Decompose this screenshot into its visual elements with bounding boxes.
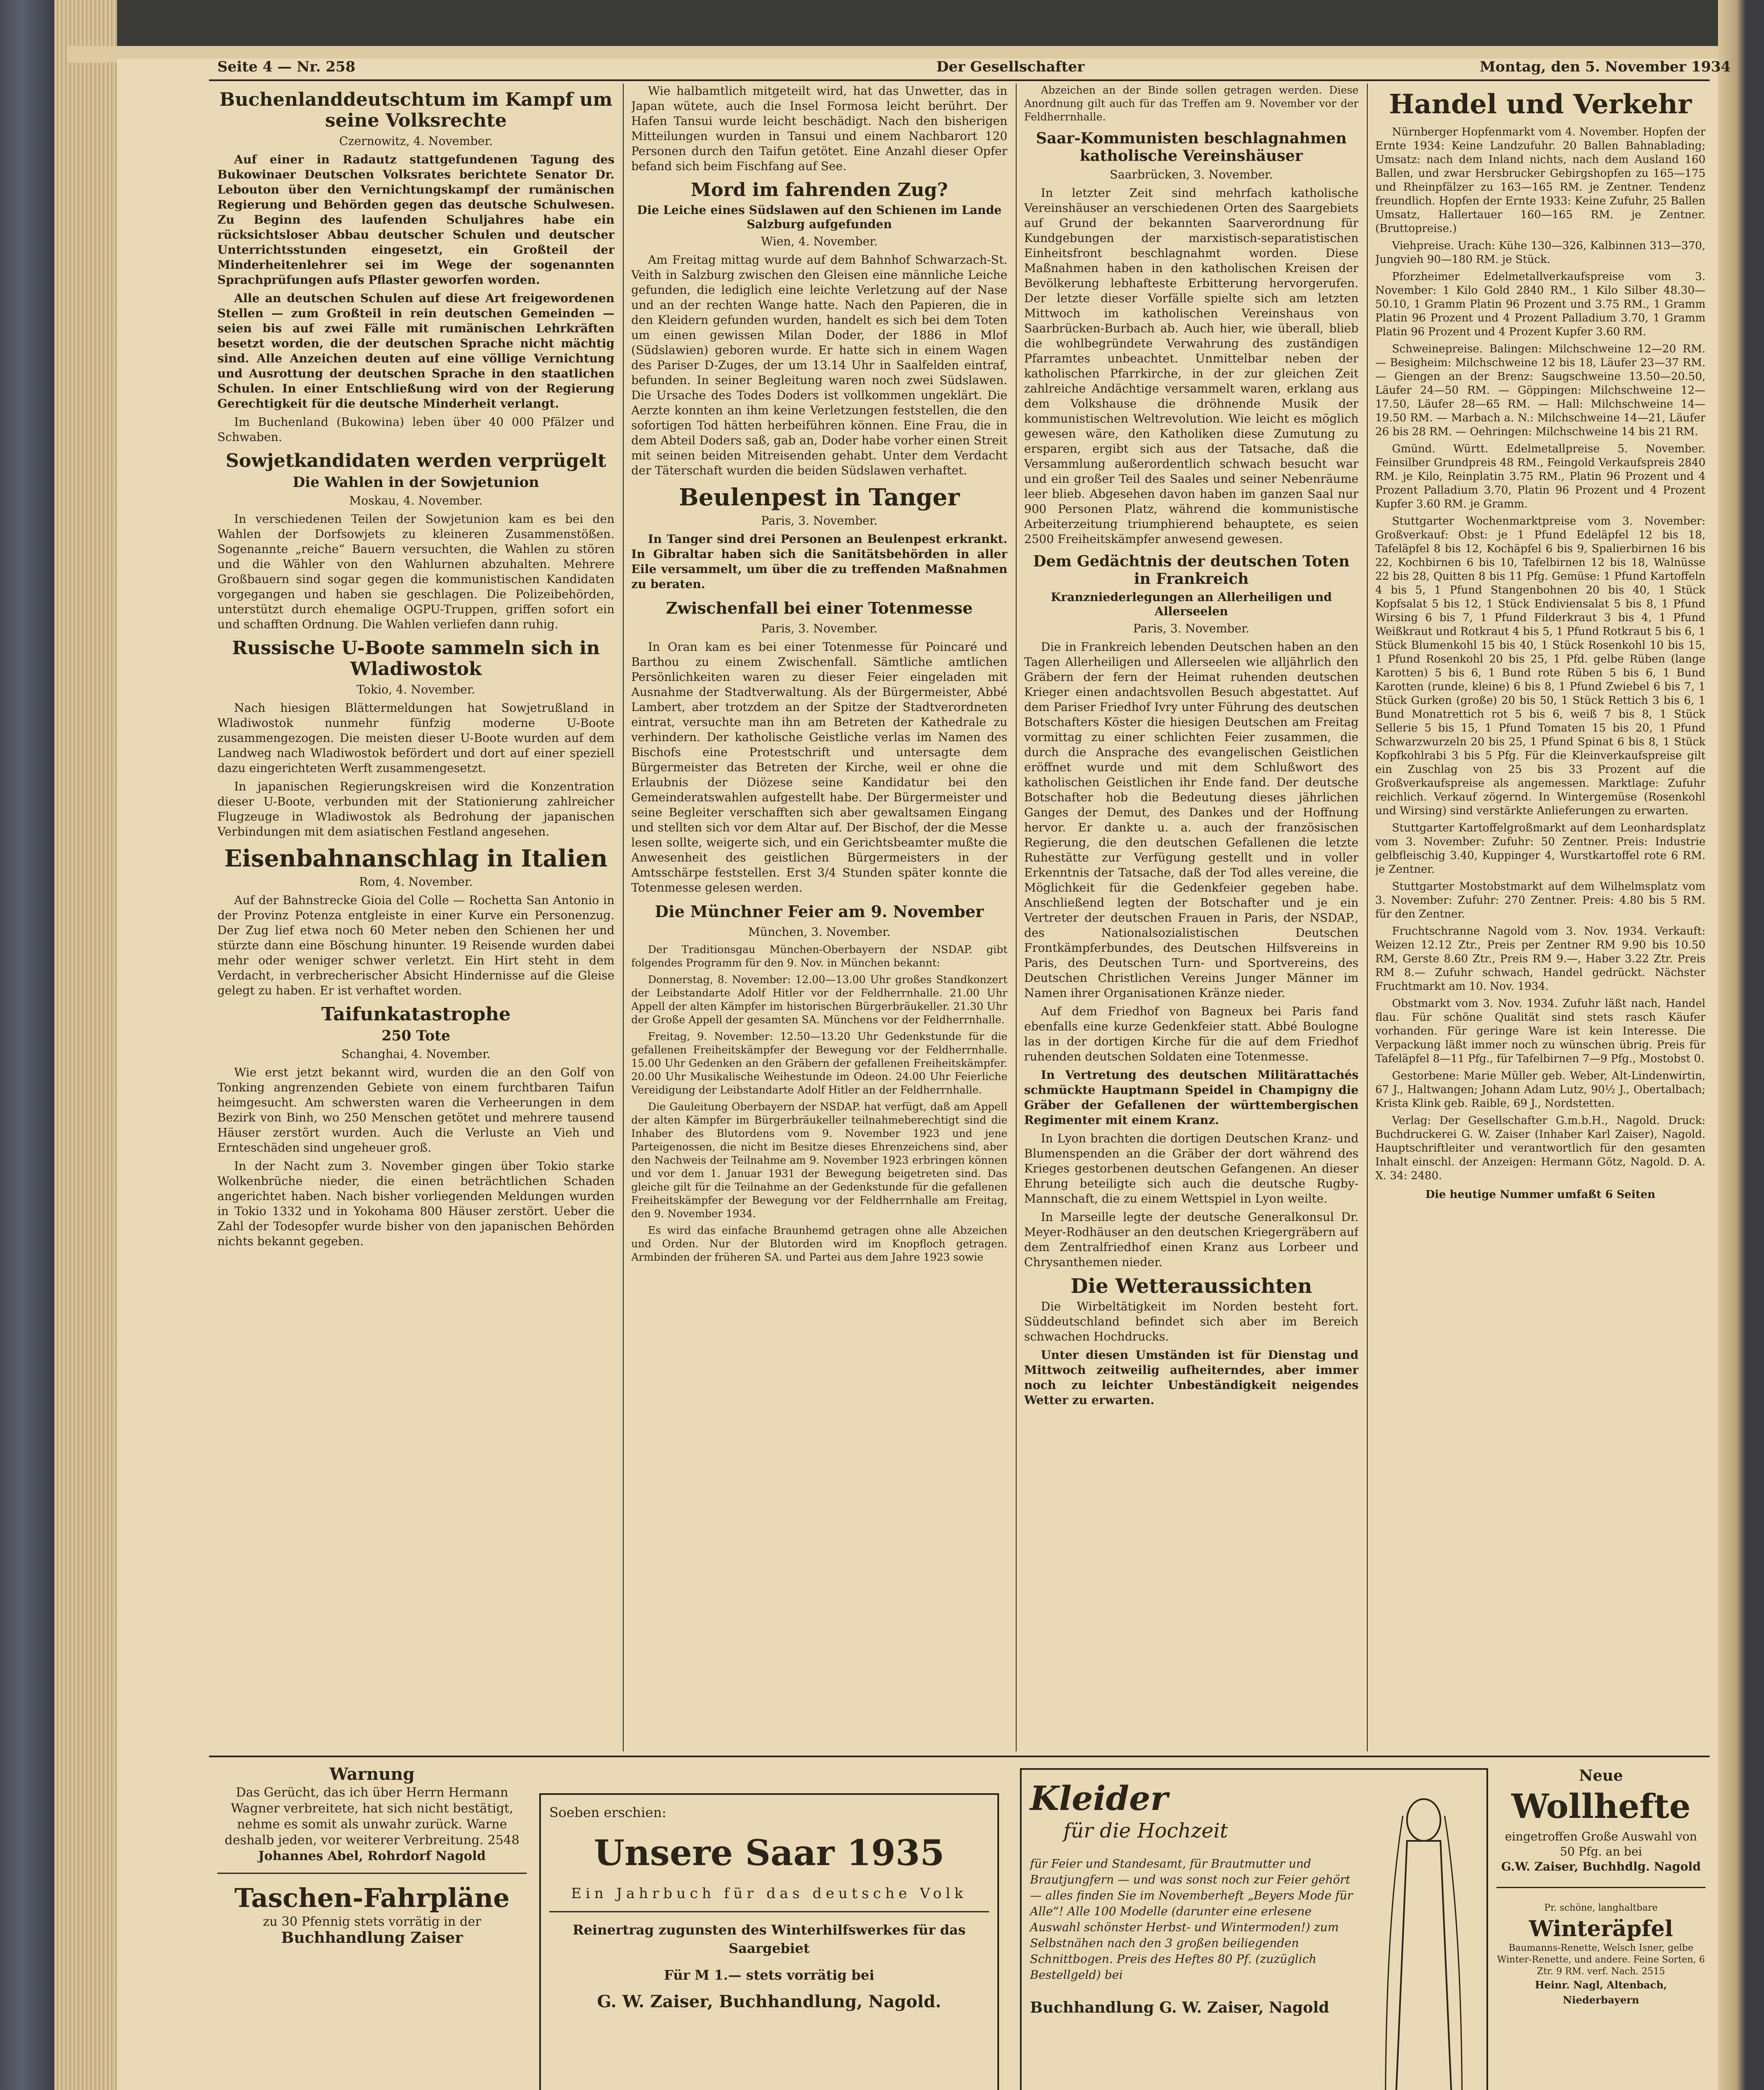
article-title: Beulenpest in Tanger: [678, 484, 960, 511]
dateline: Czernowitz, 4. November.: [339, 134, 493, 148]
dateline: Tokio, 4. November.: [357, 683, 475, 696]
article-title: Mord im fahrenden Zug?: [691, 179, 948, 201]
ad-subtitle: Ein Jahrbuch für das deutsche Volk: [571, 1885, 967, 1902]
paragraph: Im Buchenland (Bukowina) leben über 40 000 Pfälzer und Schwaben.: [217, 415, 614, 444]
market-report: Obstmarkt vom 3. Nov. 1934. Zufuhr läßt nach, Handel flau. Für schöne Qualität sind stets rasch Käufer vorhanden. Für geringe Ware ist kein Interesse. Die Verpackung läßt immer noch zu wünschen übrig. Preis für Tafeläpfel 8—11 Pfg., für Tafelbirnen 7—9 Pfg., Mostobst 0.: [1375, 997, 1705, 1065]
paragraph: Freitag, 9. November: 12.50—13.20 Uhr Gedenkstunde für die gefallenen Freiheitskämpfer der Bewegung vor der Feldherrnhalle. 15.00 Uhr Gedenken an den Gräbern der gefallenen Freiheitskämpfer. 20.00 Uhr Musikalische Weihestunde im Odeon. 24.00 Uhr Feierliche Vereidigung der Leibstandarte Adolf Hitler an der Feldherrnhalle.: [631, 1030, 1007, 1096]
ad-signature: Heinr. Nagl, Altenbach, Niederbayern: [1535, 1979, 1667, 2006]
ads-rule: [209, 1756, 1710, 1757]
article-subtitle: Kranzniederlegungen an Allerheiligen und Allerseelen: [1050, 590, 1332, 618]
obituaries: Gestorbene: Marie Müller geb. Weber, Alt-Lindenwirtin, 67 J., Haltwangen; Johann Adam Lutz, 90½ J., Obertalbach; Krista Klink geb. Raible, 69 J., Nordstetten.: [1375, 1070, 1705, 1110]
ad-text: eingetroffen Große Auswahl von 50 Pfg. an bei: [1505, 1830, 1697, 1858]
ad-shop: Buchhandlung Zaiser: [281, 1929, 463, 1947]
ad-kleider: [1020, 1768, 1488, 2090]
ad-text: Das Gerücht, das ich über Herrn Hermann Wagner verbreitete, hat sich nicht bestätigt, nehme es somit als unwahr zurück. Warne deshalb jeden, vor weiterer Verbreitung. 2548: [224, 1785, 520, 1848]
header-rule: [209, 79, 1710, 81]
column-rule: [1367, 84, 1368, 1751]
ad-title: Warnung: [329, 1764, 415, 1784]
paragraph: In Vertretung des deutschen Militärattachés schmückte Hauptmann Speidel in Champigny die Gräber der Gefallenen der württembergischen Regimenter mit einem Kranz.: [1024, 1068, 1359, 1127]
market-report: Gmünd. Württ. Edelmetallpreise 5. November. Feinsilber Grundpreis 48 RM., Feingold Verkaufspreis 2840 RM. je Kilo, Reinplatin 3.75 RM., Platin 96 Prozent und 4 Prozent Palladium 3.70, Platin 96 Prozent und 4 Prozent Kupfer 3.60 RM. je Gramm.: [1375, 443, 1705, 510]
ad-text: Reinertrag zugunsten des Winterhilfswerkes für das Saargebiet: [572, 1922, 966, 1956]
article-title: Eisenbahnanschlag in Italien: [224, 845, 608, 872]
ad-text: Pr. schöne, langhaltbare: [1544, 1903, 1658, 1913]
article-title: Zwischenfall bei einer Totenmesse: [666, 599, 973, 617]
ad-title: Winteräpfel: [1529, 1916, 1673, 1942]
ad-text: für Feier und Standesamt, für Brautmutter und Brautjungfern — und was sonst noch zur Feier gehört — alles finden Sie im Novemberheft „Beyers Mode für Alle“! Alle 100 Modelle (darunter eine erlesene Auswahl schönster Herbst- und Wintermoden!) zum Selbstnähen nach den 3 großen beiliegenden Schnittbogen. Preis des Heftes 80 Pf. (zuzüglich Bestellgeld) bei: [1030, 1857, 1353, 1982]
market-report: Viehpreise. Urach: Kühe 130—326, Kalbinnen 313—370, Jungvieh 90—180 RM. je Stück.: [1375, 240, 1705, 266]
market-report: Pforzheimer Edelmetallverkaufspreise vom 3. November: 1 Kilo Gold 2840 RM., 1 Kilo Silber 48.30—50.10, 1 Gramm Platin 96 Prozent und 3.75 RM., 1 Gramm Platin 96 Prozent und 4 Prozent Palladium 3.70, 1 Gramm Platin 96 Prozent und 4 Prozent Kupfer 3.60 RM.: [1375, 270, 1705, 338]
ad-shop: G.W. Zaiser, Buchhdlg. Nagold: [1501, 1860, 1701, 1873]
paragraph: In Tanger sind drei Personen an Beulenpest erkrankt. In Gibraltar haben sich die Sanitätsbehörden in aller Eile versammelt, um über die zu treffenden Maßnahmen zu beraten.: [631, 532, 1007, 591]
page-number: Seite 4 — Nr. 258: [217, 59, 356, 75]
dateline: Paris, 3. November.: [761, 514, 878, 528]
dateline: Paris, 3. November.: [1133, 622, 1250, 635]
ad-divider: [217, 1873, 527, 1874]
page-count-note: Die heutige Nummer umfaßt 6 Seiten: [1425, 1188, 1656, 1201]
column-3: [1024, 84, 1359, 1751]
ad-shop: G. W. Zaiser, Buchhandlung, Nagold.: [597, 1992, 941, 2011]
ad-title: Unsere Saar 1935: [594, 1832, 945, 1873]
article-subtitle: 250 Tote: [381, 1027, 451, 1044]
paragraph: In Oran kam es bei einer Totenmesse für Poincaré und Barthou zu einem Zwischenfall. Sämtliche amtlichen Persönlichkeiten waren zu dieser Feier eingeladen mit Ausnahme der Stadtverwaltung. Als der Bürgermeister, Abbé Lambert, aber trotzdem an der Spitze der Stadtverordneten eintrat, versuchte man ihn am Betreten der Kathedrale zu verhindern. Der katholische Geistliche verlas im Namen des Bischofs eine Protestschrift und untersagte dem Bürgermeister das Betreten der Kirche, weil er ohne die Erlaubnis der Diözese seine Kandidatur bei den Gemeinderatswahlen aufgestellt habe. Der Bürgermeister und seine Begleiter verschafften sich aber gewaltsamen Eingang und stellten sich vor dem Altar auf. Der Bischof, der die Messe lesen sollte, weigerte sich, und ein Gerichtsbeamter mußte die Anwesenheit des geistlichen Bürgermeisters in der Amtsschärpe feststellen. Erst 3/4 Stunden später konnte die Totenmesse gelesen werden.: [631, 640, 1007, 895]
paragraph: Nach hiesigen Blättermeldungen hat Sowjetrußland in Wladiwostok nunmehr fünfzig moderne U-Boote zusammengezogen. Die meisten dieser U-Boote wurden auf dem Landweg nach Wladiwostok befördert und dort auf einer speziell dazu eingerichteten Werft zusammengesetzt.: [217, 701, 614, 775]
ad-kicker: Neue: [1579, 1767, 1623, 1784]
ad-subtitle: für die Hochzeit: [1063, 1819, 1228, 1843]
paragraph: Wie erst jetzt bekannt wird, wurden die an den Golf von Tonking angrenzenden Gebiete von einem furchtbaren Taifun heimgesucht. Am schwersten waren die Verheerungen in dem Bezirk von Binh, wo 250 Menschen getötet und mehrere tausend Häuser zerstört wurden. Auch die Verluste an Vieh und Ernteschäden sind ungeheuer groß.: [217, 1065, 614, 1155]
article-title: Saar-Kommunisten beschlagnahmen katholische Vereinshäuser: [1036, 130, 1347, 165]
dateline: Paris, 3. November.: [761, 622, 878, 635]
paragraph: Die Wirbeltätigkeit im Norden besteht fort. Süddeutschland befindet sich aber im Bereich schwachen Hochdrucks.: [1024, 1300, 1359, 1343]
market-report: Schweinepreise. Balingen: Milchschweine 12—20 RM. — Besigheim: Milchschweine 12 bis 18, Läufer 23—37 RM. — Giengen an der Brenz: Saugschweine 13.50—20.50, Läufer 24—50 RM. — Göppingen: Milchschweine 12—17.50, Läufer 28—65 RM. — Hall: Milchschweine 14—19.50 RM. — Marbach a. N.: Milchschweine 14—21, Läufer 26 bis 28 RM. — Oehringen: Milchschweine 14 bis 21 RM.: [1375, 343, 1705, 438]
paragraph: In letzter Zeit sind mehrfach katholische Vereinshäuser an verschiedenen Orten des Saargebiets auf Grund der bekannten Saarverordnung für Kundgebungen der marxistisch-separatistischen Einheitsfront beschlagnahmt worden. Diese Maßnahmen haben in den katholischen Kreisen der Bevölkerung lebhafteste Erbitterung hervorgerufen. Der letzte dieser Vorfälle spielte sich am letzten Mittwoch im katholischen Vereinshaus von Saarbrücken-Burbach ab. Auch hier, wie überall, blieb die wohlbegründete Verwahrung des zuständigen Pfarramtes unbeachtet. Unmittelbar neben der katholischen Pfarrkirche, in der zur gleichen Zeit zahlreiche Andächtige versammelt waren, erklang aus dem Volkshause die dröhnende Musik der kommunistischen Weltrevolution. Wie leicht es möglich gewesen wäre, den Katholiken diese Zumutung zu ersparen, ergibt sich aus der Tatsache, daß die Versammlung außerordentlich schwach besucht war und ein großer Teil des Saales und seiner Nebenräume leer blieb. Abgesehen davon haben im ganzen Saal nur 900 Personen Platz, während die kommunistische Arbeiterzeitung triumphierend behauptete, es seien 2500 Freiheitskämpfer anwesend gewesen.: [1024, 186, 1359, 546]
market-report: Nürnberger Hopfenmarkt vom 4. November. Hopfen der Ernte 1934: Keine Landzufuhr. 20 Ballen Bahnablading; Umsatz: nach dem Inland nichts, nach dem Ausland 160 Ballen, und zwar Hersbrucker Gebirgshopfen zu 165—175 und Rheinpfälzer zu 163—165 RM. je Zentner. Tendenz freundlich. Hopfen der Ernte 1933: Keine Zufuhr, 25 Ballen Umsatz, Hallertauer 160—165 RM. je Zentner. (Bruttopreise.): [1375, 126, 1705, 235]
section-title: Handel und Verkehr: [1389, 89, 1692, 120]
paragraph: Am Freitag mittag wurde auf dem Bahnhof Schwarzach-St. Veith in Salzburg zwischen den Gleisen eine männliche Leiche gefunden, die lediglich eine leichte Verletzung auf der Nase und an der rechten Wange hatte. Nach den Papieren, die in den Kleidern gefunden wurden, handelt es sich bei dem Toten um einen gewissen Milan Doder, der 1886 in Mlof (Südslawien) geboren wurde. Er hatte sich in einem Wagen des Pariser D-Zuges, der um 13.14 Uhr in Saalfelden eintraf, befunden. In seiner Begleitung waren noch zwei Südslawen. Die Ursache des Todes Doders ist vollkommen ungeklärt. Die Aerzte konnten an ihm keine Verletzungen feststellen, die den sofortigen Tod hätten herbeiführen können. Eine Frau, die in dem Abteil Doders saß, gab an, Doder habe vorher einen Streit mit seinen beiden Mitreisenden gehabt. Unter dem Verdacht der Täterschaft wurden die beiden Südslawen verhaftet.: [631, 253, 1007, 477]
ad-text: Baumanns-Renette, Welsch Isner, gelbe Winter-Renette, und andere. Feine Sorten, 6 Ztr. 9 RM. verf. Nach. 2515: [1497, 1943, 1705, 1977]
article-title: Sowjetkandidaten werden verprügelt: [225, 450, 607, 472]
paragraph: Auf einer in Radautz stattgefundenen Tagung des Bukowinaer Deutschen Volksrates berichtete Senator Dr. Lebouton über den Vernichtungskampf der rumänischen Regierung und Behörden gegen das deutsche Schulwesen. Zu Beginn des laufenden Schuljahres habe ein rücksichtsloser Abbau deutscher Schulen und deutscher Unterrichtsstunden eingesetzt, ein Großteil der Minderheitenlehrer sei im Wege der sogenannten Sprachprüfungen aufs Pflaster geworfen worden.: [217, 153, 614, 287]
paragraph: In japanischen Regierungskreisen wird die Konzentration dieser U-Boote, verbunden mit der Stationierung zahlreicher Flugzeuge in Wladiwostok als Bedrohung der japanischen Verbindungen mit dem asiatischen Festland angesehen.: [217, 780, 614, 839]
bride-illustration: [1374, 1778, 1474, 2090]
paragraph: Wie halbamtlich mitgeteilt wird, hat das Unwetter, das in Japan wütete, auch die Insel Formosa leicht berührt. Der Hafen Tansui wurde leicht beschädigt. Nach den bisherigen Mitteilungen wurden in Tansui und einem Nachbarort 120 Personen durch den Taifun getötet. Eine Anzahl dieser Opfer befand sich beim Fischfang auf See.: [631, 84, 1007, 173]
article-title: Taifunkatastrophe: [321, 1004, 511, 1025]
dateline: Moskau, 4. November.: [349, 494, 483, 507]
paragraph: Es wird das einfache Braunhemd getragen ohne alle Abzeichen und Orden. Nur der Blutorden wird im Knopfloch getragen. Armbinden der früheren SA. und Partei aus dem Jahre 1923 sowie: [631, 1224, 1007, 1263]
column-4: [1375, 84, 1705, 1751]
column-rule: [623, 84, 624, 1751]
market-report: Stuttgarter Wochenmarktpreise vom 3. November: Großverkauf: Obst: je 1 Pfund Edeläpfel 12 bis 18, Tafeläpfel 8 bis 12, Kochäpfel 6 bis 9, Spalierbirnen 16 bis 22, Kochbirnen 6 bis 10, Tafelbirnen 12 bis 18, Walnüsse 22 bis 28, Quitten 8 bis 11 Pfg. Gemüse: 1 Pfund Kartoffeln 4 bis 5, 1 Pfund Stangenbohnen 20 bis 40, 1 Stück Kopfsalat 5 bis 12, 1 Stück Endiviensalat 5 bis 8, 1 Pfund Wirsing 6 bis 7, 1 Pfund Filderkraut 3 bis 4, 1 Pfund Weißkraut und Rotkraut 4 bis 5, 1 Pfund Rotkraut 5 bis 6, 1 Stück Blumenkohl 15 bis 40, 1 Stück Rosenkohl 10 bis 15, 1 Pfund Rosenkohl 20 bis 25, 1 Pfd. gelbe Rüben (lange Karotten) 5 bis 6, 1 Bund rote Rüben 5 bis 6, 1 Bund Karotten (runde, kleine) 6 bis 8, 1 Pfund Zwiebel 6 bis 7, 1 Stück Gurken (große) 20 bis 50, 1 Stück Rettich 3 bis 6, 1 Bund Monatrettich rot 5 bis 6, weiß 7 bis 8, 1 Stück Sellerie 5 bis 15, 1 Pfund Tomaten 15 bis 20, 1 Pfund Schwarzwurzeln 20 bis 25, 1 Pfund Spinat 6 bis 8, 1 Stück Kopfkohlrabi 3 bis 5 Pfg. Für die Kleinverkaufspreise gilt ein Zuschlag von 25 bis 33 Prozent auf die Großverkaufspreise als angemessen. Marktlage: Zufuhr reichlich. Verkauf zögernd. In Wintergemüse (Rosenkohl und Wirsing) sind verstärkte Anlieferungen zu erwarten.: [1375, 515, 1705, 817]
paragraph: Auf der Bahnstrecke Gioia del Colle — Rochetta San Antonio in der Provinz Potenza entgleiste in einer Kurve ein Personenzug. Der Zug lief etwa noch 60 Meter neben den Schienen her und stürzte dann eine Böschung hinunter. 19 Reisende wurden dabei mehr oder weniger schwer verletzt. Ein Hirt steht in dem Verdacht, in verbrecherischer Absicht Hindernisse auf die Gleise gelegt zu haben. Er ist verhaftet worden.: [217, 893, 614, 997]
article-title: Russische U-Boote sammeln sich in Wladiwostok: [232, 637, 600, 680]
ad-unsere-saar: [539, 1793, 999, 2090]
ad-title: Kleider: [1030, 1779, 1168, 1818]
issue-date: Montag, den 5. November 1934: [1480, 59, 1731, 75]
paragraph: Abzeichen an der Binde sollen getragen werden. Diese Anordnung gilt auch für das Treffen am 9. November vor der Feldherrnhalle.: [1024, 84, 1359, 123]
paragraph: Donnerstag, 8. November: 12.00—13.00 Uhr großes Standkonzert der Leibstandarte Adolf Hitler vor der Feldherrnhalle. 21.00 Uhr Appell der alten Kämpfer im historischen Bürgerbräukeller. 21.30 Uhr der Große Appell der gesamten SA. Münchens vor der Feldherrnhalle.: [631, 974, 1007, 1026]
ad-divider: [549, 1911, 989, 1912]
market-report: Stuttgarter Kartoffelgroßmarkt auf dem Leonhardsplatz vom 3. November: Zufuhr: 50 Zentner. Preis: Industrie gelbfleischig 3.40, Kuppinger 4, Wurstkartoffel rote 6 RM. je Zentner.: [1375, 822, 1705, 876]
dateline: Schanghai, 4. November.: [341, 1047, 491, 1061]
ad-wollhefte: [1496, 1768, 1705, 2090]
ad-price: Für M 1.— stets vorrätig bei: [664, 1967, 874, 1983]
newspaper-title: Der Gesellschafter: [936, 59, 1085, 75]
next-page-edge: [1718, 0, 1764, 2090]
paragraph: In Marseille legte der deutsche Generalkonsul Dr. Meyer-Rodhäuser an den deutschen Kriegergräbern auf dem Zentralfriedhof einen Kranz aus Lorbeer und Chrysanthemen nieder.: [1024, 1210, 1359, 1269]
page-stack-edge: [54, 0, 117, 2090]
ad-kicker: Soeben erschien:: [549, 1805, 667, 1820]
imprint: Verlag: Der Gesellschafter G.m.b.H., Nagold. Druck: Buchdruckerei G. W. Zaiser (Inhaber Karl Zaiser), Nagold. Hauptschriftleiter und verantwortlich für den gesamten Inhalt einschl. der Anzeigen: Hermann Götz, Nagold. D. A. X. 34: 2480.: [1375, 1114, 1705, 1182]
article-subtitle: Die Wahlen in der Sowjetunion: [293, 474, 539, 491]
book-spine: [0, 0, 54, 2090]
dateline: München, 3. November.: [748, 925, 891, 939]
article-title: Die Wetteraussichten: [1071, 1274, 1312, 1298]
ad-text: zu 30 Pfennig stets vorrätig in der: [263, 1914, 482, 1929]
paragraph: In verschiedenen Teilen der Sowjetunion kam es bei den Wahlen der Dorfsowjets zu kleineren Zusammenstößen. Sogenannte „reiche“ Bauern versuchten, die Wahlen zu stören und die Wähler von den Wahlurnen abzuhalten. Mehrere Großbauern sind sogar gegen die kommunistischen Kandidaten vorgegangen und haben sie geschlagen. Die Polizeibehörden, unterstützt durch ehemalige OGPU-Truppen, griffen sofort ein und schafften Ordnung. Die Wahlen verliefen dann ruhig.: [217, 512, 614, 631]
article-subtitle: Die Leiche eines Südslawen auf den Schienen im Lande Salzburg aufgefunden: [637, 203, 1002, 231]
column-rule: [1016, 84, 1017, 1751]
paragraph: Der Traditionsgau München-Oberbayern der NSDAP. gibt folgendes Programm für den 9. Nov. in München bekannt:: [631, 943, 1007, 969]
market-report: Stuttgarter Mostobstmarkt auf dem Wilhelmsplatz vom 3. November: Zufuhr: 270 Zentner. Preis: 4.80 bis 5 RM. für den Zentner.: [1375, 880, 1705, 920]
paragraph: Alle an deutschen Schulen auf diese Art freigewordenen Stellen — zum Großteil in rein deutschen Gemeinden — seien bis auf zwei Fälle mit rumänischen Lehrkräften besetzt worden, die der deutschen Sprache nicht mächtig sind. Alle Anzeichen deuten auf eine völlige Vernichtung und Ausrottung der deutschen Sprache in den staatlichen Schulen. In einer Entschließung wird von der Regierung Gerechtigkeit für die deutsche Minderheit verlangt.: [217, 291, 614, 410]
dateline: Saarbrücken, 3. November.: [1110, 168, 1273, 181]
ad-title: Wollhefte: [1511, 1787, 1691, 1826]
ad-warnung: [217, 1764, 527, 2090]
paragraph: Die Gauleitung Oberbayern der NSDAP. hat verfügt, daß am Appell der alten Kämpfer im Bürgerbräukeller teilnahmeberechtigt sind die Inhaber des Blutordens vom 9. November 1923 und jene Parteigenossen, die nicht im Besitze dieses Ehrenzeichens sind, aber den Nachweis der Teilnahme am 9. November 1923 erbringen können und vor dem 1. Januar 1931 der Bewegung beigetreten sind. Das gleiche gilt für die Teilnahme an der Gedenkstunde für die gefallenen Freiheitskämpfer der Bewegung vor der Feldherrnhalle am Freitag, den 9. November 1934.: [631, 1101, 1007, 1220]
ad-signature: Johannes Abel, Rohrdorf Nagold: [258, 1849, 486, 1863]
article-title: Buchenlanddeutschtum im Kampf um seine Volksrechte: [219, 89, 613, 131]
article-title: Die Münchner Feier am 9. November: [655, 902, 984, 921]
ad-shop: Buchhandlung G. W. Zaiser, Nagold: [1030, 1999, 1329, 2016]
ad-title: Taschen-Fahrpläne: [234, 1883, 510, 1913]
dateline: Wien, 4. November.: [761, 234, 878, 248]
paragraph: In Lyon brachten die dortigen Deutschen Kranz- und Blumenspenden an die Gräber der dort während des Krieges gestorbenen deutschen Gefangenen. An dieser Ehrung beteiligte sich auch die deutsche Rugby-Mannschaft, die zu einem Wettspiel in Lyon weilte.: [1024, 1132, 1359, 1206]
paragraph: Die in Frankreich lebenden Deutschen haben an den Tagen Allerheiligen und Allerseelen wie alljährlich den Gräbern der fern der Heimat ruhenden deutschen Krieger einen andachtsvollen Besuch abgestattet. Auf dem Pariser Friedhof Ivry unter Führung des deutschen Botschafters Köster die hiesigen Deutschen am Freitag vormittag zu einer schlichten Feier zusammen, die durch die Ansprache des evangelischen Geistlichen eröffnet wurde und mit dem Schlußwort des katholischen Geistlichen ihr Ende fand. Der deutsche Botschafter hob die Bedeutung dieses jährlichen Ganges der Demut, des Dankes und der Hoffnung hervor. Er dankte u. a. auch der französischen Regierung, die den deutschen Gefallenen die letzte Ruhestätte zur Verfügung gestellt und in voller Erkenntnis der Tatsache, daß der Tod alles vereine, die Möglichkeit für die Gedenkfeier gegeben habe. Anschließend legten der Botschafter und je ein Vertreter der deutschen Frauen in Paris, der NSDAP., des Nationalsozialistischen Deutschen Frontkämpferbundes, des Deutschen Hilfsvereins in Paris, des Deutschen Turn- und Sportvereins, des Deutschen Christlichen Vereins Junger Männer im Namen ihrer Organisationen Kränze nieder.: [1024, 640, 1359, 1000]
column-1: [217, 84, 614, 1751]
paragraph: Unter diesen Umständen ist für Dienstag und Mittwoch zeitweilig aufheiterndes, aber immer noch zu leichter Unbeständigkeit neigendes Wetter zu erwarten.: [1024, 1348, 1359, 1407]
ad-divider: [1496, 1887, 1705, 1888]
column-2: [631, 84, 1007, 1751]
paragraph: In der Nacht zum 3. November gingen über Tokio starke Wolkenbrüche nieder, die einen beträchtlichen Schaden angerichtet haben. Nach bisher vorliegenden Meldungen wurden in Tokio 1332 und in Yokohama 800 Häuser zerstört. Ueber die Zahl der Todesopfer wurde bisher von den japanischen Behörden nichts bekannt gegeben.: [217, 1159, 614, 1248]
dateline: Rom, 4. November.: [359, 875, 473, 889]
article-title: Dem Gedächtnis der deutschen Toten in Frankreich: [1033, 553, 1350, 588]
market-report: Fruchtschranne Nagold vom 3. Nov. 1934. Verkauft: Weizen 12.12 Ztr., Preis per Zentner RM 9.90 bis 10.50 RM, Gerste 8.60 Ztr., Preis RM 9.—, Haber 3.22 Ztr. Preis RM 8.— Zufuhr schwach, Handel gedrückt. Nächster Fruchtmarkt am 10. Nov. 1934.: [1375, 925, 1705, 993]
paragraph: Auf dem Friedhof von Bagneux bei Paris fand ebenfalls eine kurze Gedenkfeier statt. Abbé Boulogne las in der dortigen Kirche für die auf dem Friedhof ruhenden deutschen Soldaten eine Totenmesse.: [1024, 1004, 1359, 1063]
